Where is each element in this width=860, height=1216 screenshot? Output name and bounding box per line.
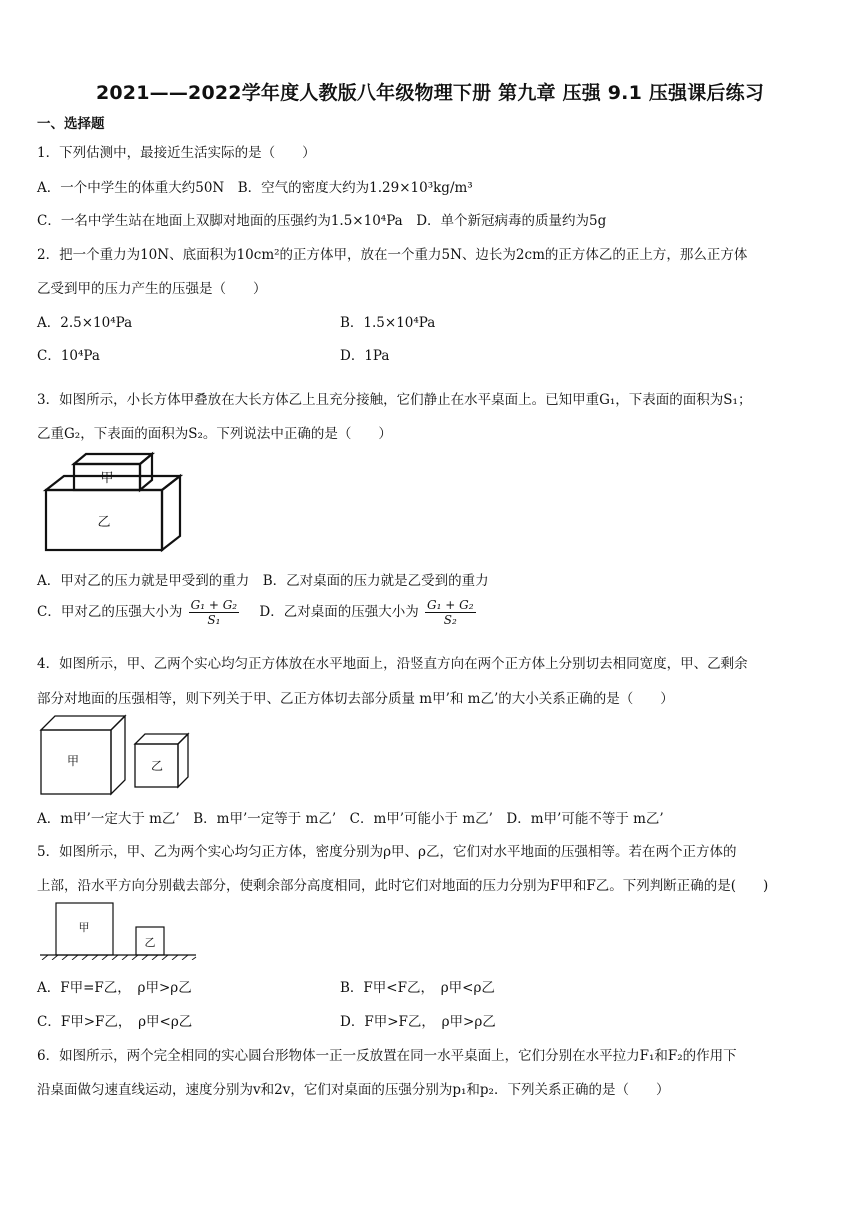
- q3-option-c-numerator: G₁ + G₂: [190, 598, 238, 612]
- q5-option-a: A．F甲=F乙， ρ甲>ρ乙: [37, 980, 192, 996]
- q3-option-c-denominator: S₁: [207, 613, 221, 627]
- q6-stem-line1: 6．如图所示，两个完全相同的实心圆台形物体一正一反放置在同一水平桌面上，它们分别在水平拉力F₁和F₂的作用下: [37, 1048, 737, 1064]
- q5-cubes-on-ground-figure: [38, 900, 198, 960]
- q4-stem-line2: 部分对地面的压强相等，则下列关于甲、乙正方体切去部分质量 m甲’和 m乙’的大小关系正确的是（ ）: [37, 691, 674, 707]
- q5-figure-label-right: 乙: [144, 936, 156, 949]
- q5-option-d: D．F甲>F乙， ρ甲>ρ乙: [340, 1014, 496, 1030]
- q4-figure-label-right: 乙: [150, 759, 164, 773]
- q2-option-d: D．1Pa: [340, 348, 390, 364]
- q4-options: A．m甲’一定大于 m乙’ B．m甲’一定等于 m乙’ C．m甲’可能小于 m乙’ D．m甲’可能不等于 m乙’: [37, 811, 664, 827]
- q3-option-c-text: C．甲对乙的压强大小为: [37, 604, 183, 620]
- q2-option-a: A．2.5×10⁴Pa: [37, 315, 133, 331]
- q4-stem-line1: 4．如图所示，甲、乙两个实心均匀正方体放在水平地面上，沿竖直方向在两个正方体上分别切去相同宽度，甲、乙剩余: [37, 656, 748, 672]
- q3-options-ab: A．甲对乙的压力就是甲受到的重力 B．乙对桌面的压力就是乙受到的重力: [37, 573, 489, 589]
- q5-option-b: B．F甲<F乙， ρ甲<ρ乙: [340, 980, 495, 996]
- section-heading: 一、选择题: [37, 116, 105, 132]
- q5-stem-line1: 5．如图所示，甲、乙为两个实心均匀正方体，密度分别为ρ甲、ρ乙，它们对水平地面的压强相等。若在两个正方体的: [37, 844, 737, 860]
- q4-cubes-figure: [38, 712, 198, 798]
- q3-stem-line2: 乙重G₂，下表面的面积为S₂。下列说法中正确的是（ ）: [37, 426, 392, 442]
- q2-option-b: B．1.5×10⁴Pa: [340, 315, 436, 331]
- q1-options-ab: A．一个中学生的体重大约50N B．空气的密度大约为1.29×10³kg/m³: [37, 180, 473, 196]
- q3-option-d-fraction: [425, 598, 475, 627]
- q3-stem-line1: 3．如图所示，小长方体甲叠放在大长方体乙上且充分接触，它们静止在水平桌面上。已知甲重G₁，下表面的面积为S₁；: [37, 392, 752, 408]
- q1-stem: 1．下列估测中，最接近生活实际的是（ ）: [37, 145, 316, 161]
- q3-option-d-numerator: G₁ + G₂: [427, 598, 474, 612]
- q1-options-cd: C．一名中学生站在地面上双脚对地面的压强约为1.5×10⁴Pa D．单个新冠病毒的质量约为5g: [37, 213, 607, 229]
- q3-options-cd: [37, 598, 478, 627]
- page-title: 2021——2022学年度人教版八年级物理下册 第九章 压强 9.1 压强课后练习: [95, 82, 765, 104]
- q3-option-c-fraction: [189, 598, 239, 627]
- q2-option-c: C．10⁴Pa: [37, 348, 100, 364]
- q5-option-c: C．F甲>F乙， ρ甲<ρ乙: [37, 1014, 193, 1030]
- q3-figure-label-top: 甲: [100, 471, 114, 486]
- q2-stem-line1: 2．把一个重力为10N、底面积为10cm²的正方体甲，放在一个重力5N、边长为2cm的正方体乙的正上方，那么正方体: [37, 247, 748, 263]
- q5-figure-label-left: 甲: [78, 921, 90, 934]
- q2-stem-line2: 乙受到甲的压力产生的压强是（ ）: [37, 281, 267, 297]
- q4-figure-label-left: 甲: [66, 754, 80, 768]
- q5-stem-line2: 上部，沿水平方向分别截去部分，使剩余部分高度相同，此时它们对地面的压力分别为F甲和F乙。下列判断正确的是( ): [37, 878, 769, 894]
- q3-option-d-denominator: S₂: [443, 613, 457, 627]
- q3-option-d-text: D．乙对桌面的压强大小为: [259, 604, 419, 620]
- q6-stem-line2: 沿桌面做匀速直线运动，速度分别为v和2v，它们对桌面的压强分别为p₁和p₂．下列关系正确的是（ ）: [37, 1082, 670, 1098]
- q3-figure-label-bottom: 乙: [97, 515, 111, 530]
- q3-stacked-blocks-figure: [40, 450, 190, 555]
